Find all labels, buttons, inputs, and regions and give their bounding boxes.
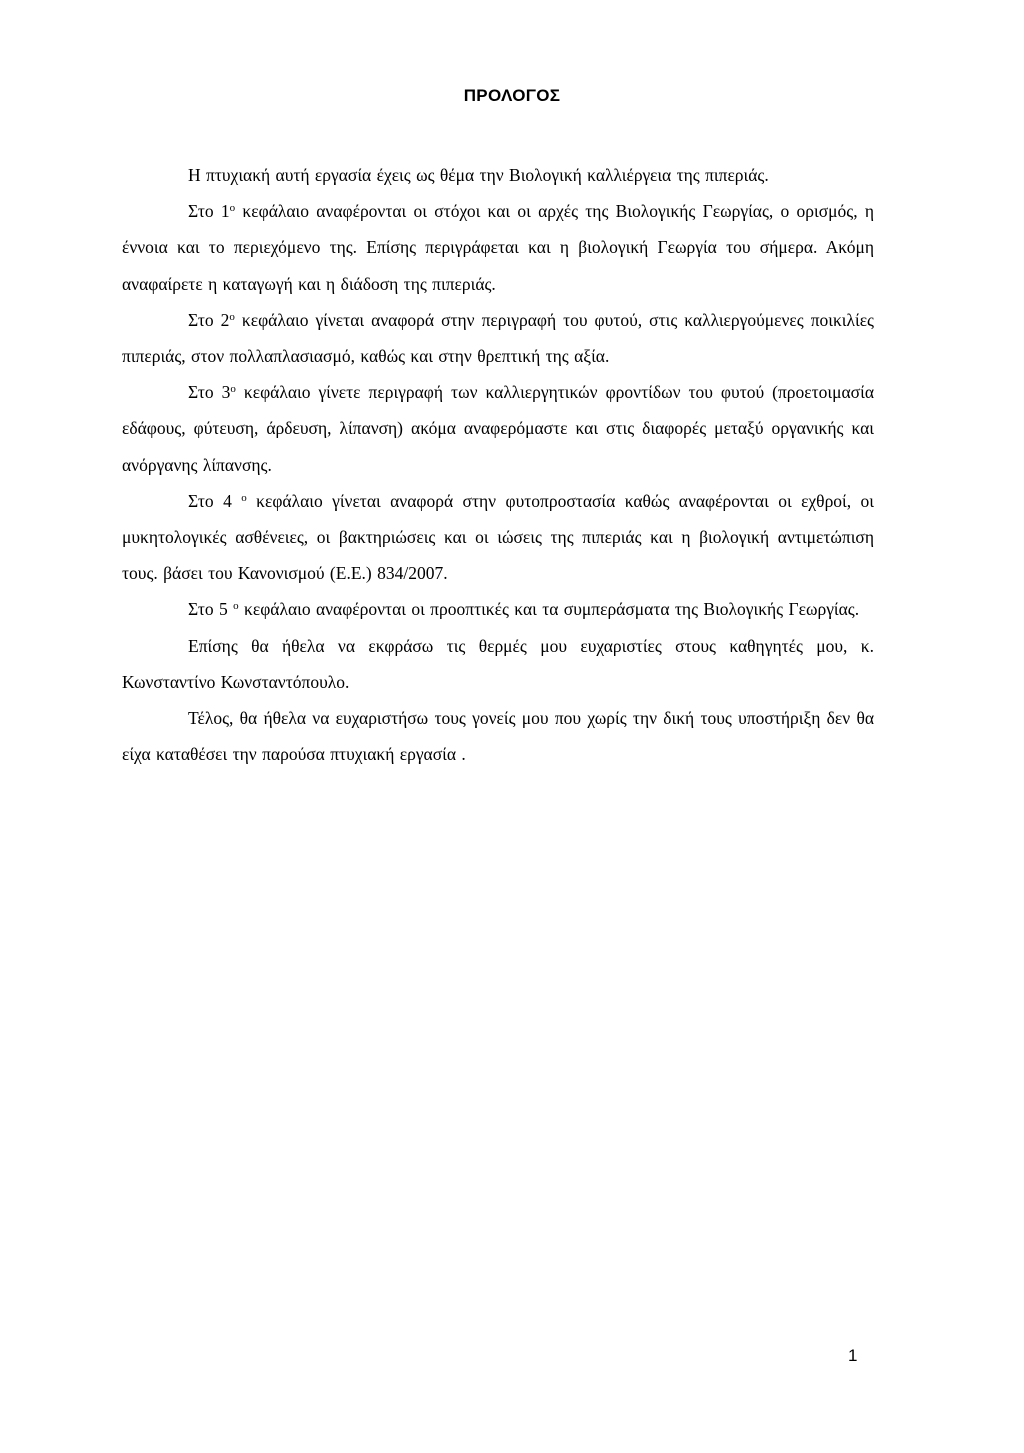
paragraph-chapter-3-lead: Στο 3 xyxy=(188,382,231,403)
paragraph-closing: Τέλος, θα ήθελα να ευχαριστήσω τους γονείς μου που χωρίς την δική τους υποστήριξη δεν θα είχα καταθέσει την παρούσα πτυχιακή εργασία . xyxy=(122,708,874,765)
paragraph-chapter-2-lead: Στο 2 xyxy=(188,309,230,330)
paragraph-chapter-5 xyxy=(122,591,874,627)
ordinal-superscript: ο xyxy=(230,383,236,396)
ordinal-superscript: ο xyxy=(233,600,239,613)
paragraph-chapter-4-body: κεφάλαιο γίνεται αναφορά στην φυτοπροστασία καθώς αναφέρονται οι εχθροί, οι μυκητολογικές ασθένειες, οι βακτηριώσεις και οι ιώσεις της πιπεριάς και η βιολογική αντιμετώπιση τους. βάσει του Κανονισμού (Ε.Ε.) 834/2007. xyxy=(122,490,875,584)
paragraph-chapter-3-body: κεφάλαιο γίνετε περιγραφή των καλλιεργητικών φροντίδων του φυτού (προετοιμασία εδάφους, φύτευση, άρδευση, λίπανση) ακόμα αναφερόμαστε και στις διαφορές μεταξύ οργανικής και ανόργανης λίπανσης. xyxy=(122,382,874,475)
paragraph-chapter-2-body: κεφάλαιο γίνεται αναφορά στην περιγραφή του φυτού, στις καλλιεργούμενες ποικιλίες πιπεριάς, στον πολλαπλασιασμό, καθώς και στην θρεπτική της αξία. xyxy=(122,309,874,367)
body-text xyxy=(122,157,874,772)
page-number: 1 xyxy=(848,1346,858,1365)
paragraph-chapter-3 xyxy=(122,374,874,483)
paragraph-chapter-5-body: κεφάλαιο αναφέρονται οι προοπτικές και τα συμπεράσματα της Βιολογικής Γεωργίας. xyxy=(238,599,860,620)
paragraph-chapter-1 xyxy=(122,193,874,302)
paragraph-chapter-1-body: κεφάλαιο αναφέρονται οι στόχοι και οι αρχές της Βιολογικής Γεωργίας, ο ορισμός, η έννοια και το περιεχόμενο της. Επίσης περιγράφεται και η βιολογική Γεωργία του σήμερα. Ακόμη αναφαίρετε η καταγωγή και η διάδοση της πιπεριάς. xyxy=(122,201,874,294)
page-title: ΠΡΟΛΟΓΟΣ xyxy=(463,86,561,105)
paragraph-acknowledgements: Επίσης θα ήθελα να εκφράσω τις θερμές μου ευχαριστίες στους καθηγητές μου, κ. Κωνσταντίνο Κωνσταντόπουλο. xyxy=(122,635,874,692)
ordinal-superscript: ο xyxy=(229,310,235,323)
paragraph-chapter-2 xyxy=(122,302,874,374)
ordinal-superscript: ο xyxy=(241,491,247,504)
paragraph-chapter-4 xyxy=(122,483,874,592)
paragraph-chapter-1-lead: Στο 1 xyxy=(188,201,230,222)
ordinal-superscript: ο xyxy=(229,202,236,215)
paragraph-chapter-4-lead: Στο 4 xyxy=(188,490,242,511)
paragraph-intro: Η πτυχιακή αυτή εργασία έχεις ως θέμα την Βιολογική καλλιέργεια της πιπεριάς. xyxy=(188,165,769,185)
paragraph-chapter-5-lead: Στο 5 xyxy=(188,599,234,620)
